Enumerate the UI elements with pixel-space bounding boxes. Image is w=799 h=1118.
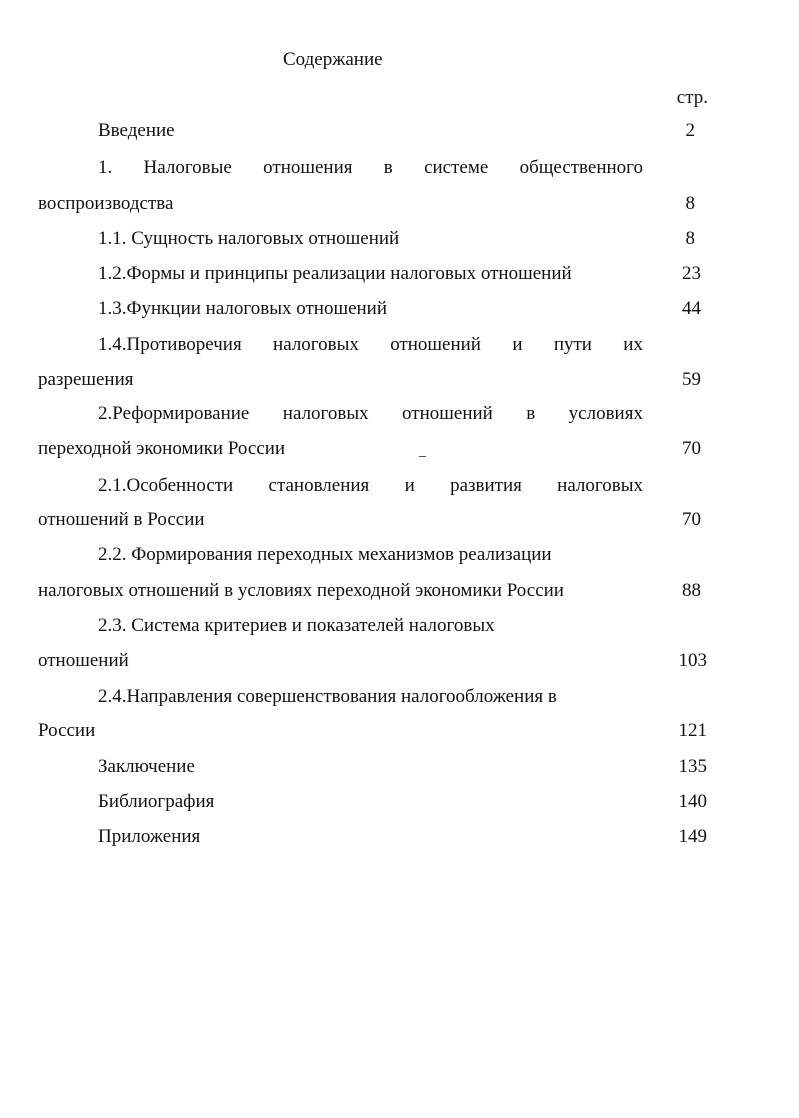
- toc-entry-s2-4-page: 121: [678, 720, 707, 741]
- word: 1.: [98, 157, 113, 178]
- word: и: [512, 334, 523, 355]
- toc-entry-ch2-line1: [98, 403, 643, 425]
- toc-entry-intro-title: Введение: [98, 120, 175, 141]
- word: общественного: [519, 157, 643, 178]
- toc-entry-s2-3-page: 103: [678, 650, 707, 671]
- toc-entry-bibliography-title: Библиография: [98, 791, 215, 812]
- toc-entry-s1-1-title: 1.1. Сущность налоговых отношений: [98, 228, 400, 249]
- word: и: [404, 475, 415, 496]
- toc-entry-bibliography-page: 140: [678, 791, 707, 812]
- toc-entry-intro-page: 2: [685, 120, 695, 141]
- word: пути: [553, 334, 592, 355]
- toc-entry-ch1-line1: [98, 157, 643, 179]
- word: их: [623, 334, 643, 355]
- toc-entry-s1-4-line1: [98, 334, 643, 356]
- word: налоговых: [557, 475, 643, 496]
- toc-heading: Содержание: [283, 49, 383, 70]
- toc-entry-conclusion-page: 135: [678, 756, 707, 777]
- toc-entry-appendices-title: Приложения: [98, 826, 201, 847]
- toc-entry-ch2-page: 70: [682, 438, 701, 459]
- toc-entry-s2-2-page: 88: [682, 580, 701, 601]
- word: Налоговые: [143, 157, 232, 178]
- toc-entry-s1-4-line2: разрешения: [38, 369, 134, 390]
- toc-entry-s1-1-page: 8: [685, 228, 695, 249]
- word: становления: [268, 475, 370, 496]
- word: системе: [424, 157, 489, 178]
- word: налоговых: [273, 334, 359, 355]
- toc-entry-s1-3-page: 44: [682, 298, 701, 319]
- toc-entry-ch2-line2: переходной экономики России: [38, 438, 286, 459]
- toc-entry-s2-1-line1: [98, 475, 643, 497]
- toc-entry-s2-3-line1: 2.3. Система критериев и показателей налоговых: [98, 615, 495, 636]
- toc-entry-s1-4-page: 59: [682, 369, 701, 390]
- toc-entry-ch1-line2: воспроизводства: [38, 193, 174, 214]
- toc-entry-s1-2-title: 1.2.Формы и принципы реализации налоговых отношений: [98, 263, 572, 284]
- scan-mark: [419, 456, 426, 457]
- word: отношений: [390, 334, 481, 355]
- word: отношения: [263, 157, 353, 178]
- word: 1.4.Противоречия: [98, 334, 242, 355]
- word: 2.Реформирование: [98, 403, 250, 424]
- toc-entry-s2-1-line2: отношений в России: [38, 509, 205, 530]
- page-column-label: стр.: [676, 87, 708, 108]
- toc-entry-s2-3-line2: отношений: [38, 650, 129, 671]
- toc-entry-s2-4-line1: 2.4.Направления совершенствования налогообложения в: [98, 686, 557, 707]
- word: в: [383, 157, 393, 178]
- word: 2.1.Особенности: [98, 475, 234, 496]
- toc-entry-s2-2-line2: налоговых отношений в условиях переходной экономики России: [38, 580, 564, 601]
- toc-entry-conclusion-title: Заключение: [98, 756, 195, 777]
- word: условиях: [568, 403, 643, 424]
- toc-entry-ch1-page: 8: [685, 193, 695, 214]
- word: отношений: [402, 403, 493, 424]
- toc-entry-s1-3-title: 1.3.Функции налоговых отношений: [98, 298, 388, 319]
- word: в: [526, 403, 536, 424]
- toc-entry-appendices-page: 149: [678, 826, 707, 847]
- word: развития: [450, 475, 522, 496]
- toc-entry-s2-1-page: 70: [682, 509, 701, 530]
- toc-entry-s2-2-line1: 2.2. Формирования переходных механизмов реализации: [98, 544, 552, 565]
- word: налоговых: [282, 403, 369, 424]
- toc-entry-s1-2-page: 23: [682, 263, 701, 284]
- toc-entry-s2-4-line2: России: [38, 720, 96, 741]
